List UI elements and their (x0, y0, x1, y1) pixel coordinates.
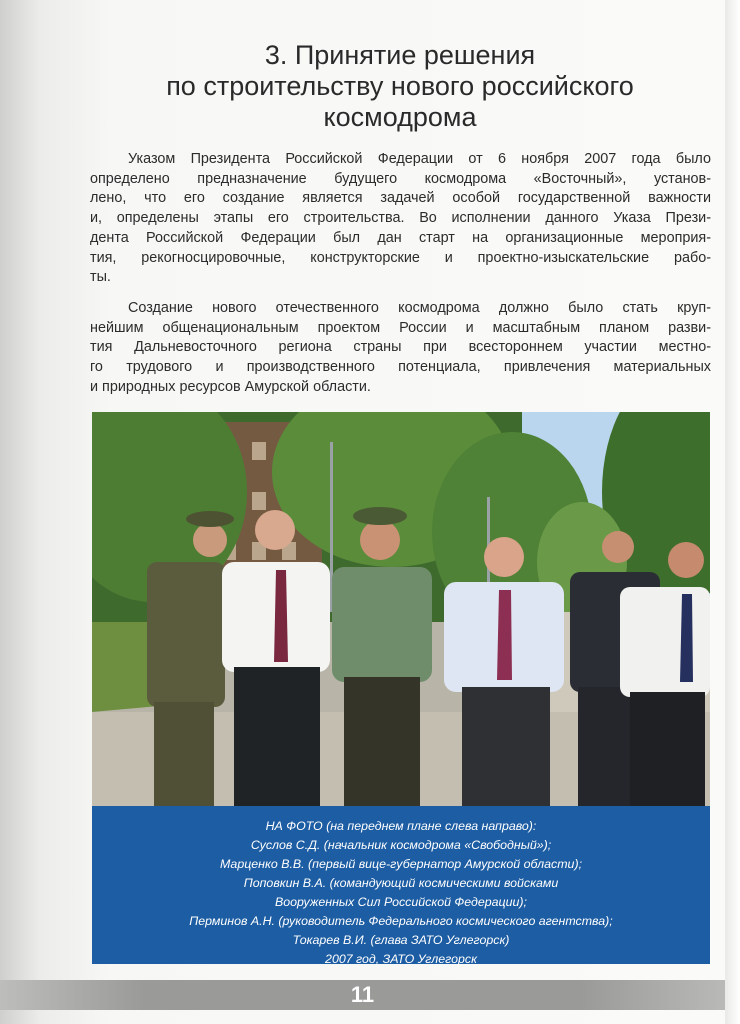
paragraph-1-line: и, определены этапы его строительства. Во исполнении данного Указа Прези- (90, 210, 711, 227)
caption-line: Вооруженных Сил Российской Федерации); (275, 895, 527, 909)
paragraph-2-line: го трудового и производственного потенциала, привлечения материальных (90, 359, 711, 376)
caption-line: Перминов А.Н. (руководитель Федерального космического агентства); (189, 914, 613, 928)
caption-line: НА ФОТО (на переднем плане слева направо): (265, 819, 537, 833)
paragraph-1 (90, 150, 711, 288)
photo-caption-panel (92, 806, 710, 964)
paragraph-1-line: лено, что его создание является задачей особой государственной важности (90, 190, 711, 207)
paragraph-1-line: тия, рекогносцировочные, конструкторские и проектно-изыскательские рабо- (90, 249, 711, 266)
paragraph-2-line: нейшим общенациональным проектом России и масштабным планом разви- (90, 319, 711, 336)
caption-line: Марценко В.В. (первый вице-губернатор Амурской области); (219, 857, 583, 871)
paragraph-1-line: Указом Президента Российской Федерации от 6 ноября 2007 года было (128, 151, 711, 167)
caption-line: Суслов С.Д. (начальник космодрома «Свободный»); (250, 838, 552, 852)
caption-line: 2007 год, ЗАТО Углегорск (325, 952, 477, 966)
caption-line: Поповкин В.А. (командующий космическими войсками (243, 876, 559, 890)
paragraph-1-line: дента Российской Федерации был дан старт на организационные мероприя- (90, 229, 711, 246)
title-line-2: по строительству нового российского (166, 71, 634, 101)
section-title (90, 40, 710, 133)
caption-line: Токарев В.И. (глава ЗАТО Углегорск) (292, 933, 510, 947)
page-number: 11 (350, 982, 375, 1007)
paragraph-2-line: тия Дальневосточного региона страны при всестороннем участии местно- (90, 339, 711, 356)
title-line-3: космодрома (323, 102, 477, 132)
page-fold-edge (725, 0, 740, 1024)
title-line-1: 3. Принятие решения (264, 40, 536, 70)
group-photo (92, 412, 710, 806)
paragraph-2-line: Создание нового отечественного космодрома должно было стать круп- (128, 300, 711, 316)
paragraph-1-line: определено предназначение будущего космодрома «Восточный», установ- (90, 170, 711, 187)
paragraph-1-line: ты. (90, 269, 111, 286)
paragraph-2 (90, 299, 711, 398)
paragraph-2-line: и природных ресурсов Амурской области. (90, 378, 371, 395)
page-number-bar (0, 980, 725, 1010)
photo-caption (92, 817, 710, 969)
